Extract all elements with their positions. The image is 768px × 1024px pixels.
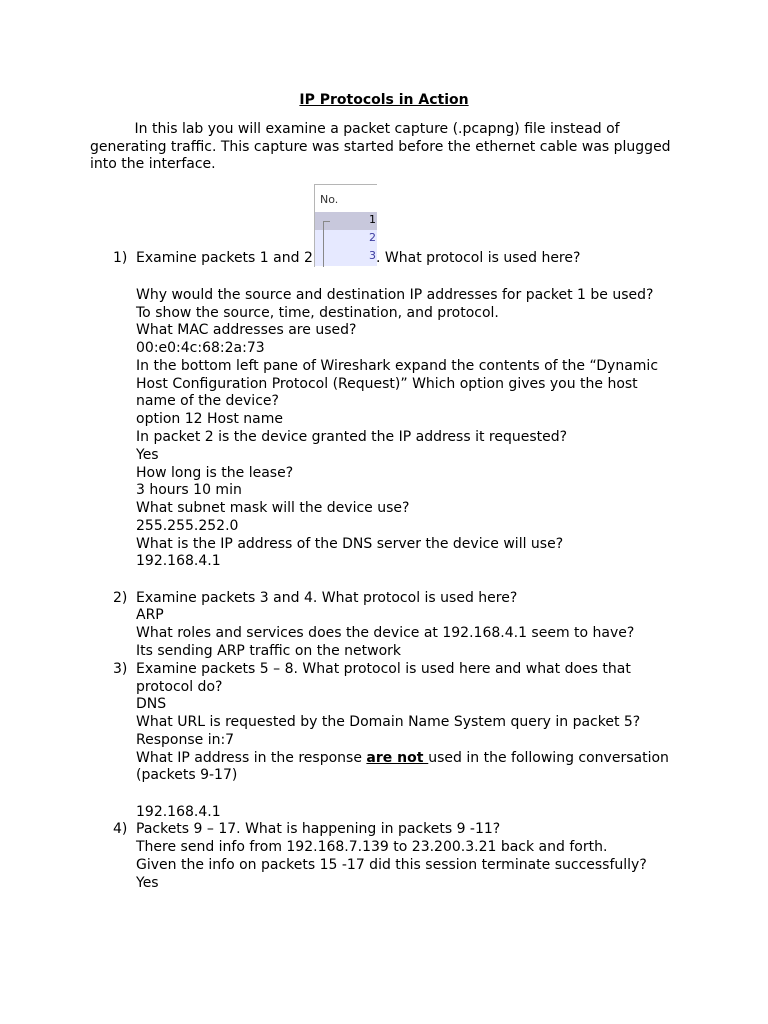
intro-line: generating traffic. This capture was started before the ethernet cable was plugged (90, 138, 671, 155)
q1-line: To show the source, time, destination, and protocol. (136, 304, 499, 321)
q3-line: (packets 9-17) (136, 767, 238, 783)
page-title: IP Protocols in Action (299, 92, 469, 108)
q3-answer: 192.168.4.1 (136, 803, 221, 820)
intro-line: into the interface. (90, 156, 216, 172)
no-column-label: No. (320, 193, 339, 206)
question-number: 3) (113, 660, 128, 677)
q1-line: 192.168.4.1 (136, 553, 221, 569)
question-number: 4) (113, 821, 128, 837)
q3-line: Examine packets 5 – 8. What protocol is used here and what does that (136, 660, 631, 677)
q3-line: Response in:7 (136, 732, 235, 748)
q3-ip-pre: What IP address in the response (136, 749, 367, 766)
intro-line: In this lab you will examine a packet capture (.pcapng) file instead of (90, 121, 620, 137)
q3-line: DNS (136, 696, 167, 712)
q1-line: 255.255.252.0 (136, 517, 239, 534)
q1-line: option 12 Host name (136, 411, 284, 427)
packet-row: 1 (315, 212, 377, 230)
q1-line: What is the IP address of the DNS server the device will use? (136, 535, 564, 552)
q1-line: How long is the lease? (136, 464, 294, 481)
q4-line: There send info from 192.168.7.139 to 23.200.3.21 back and forth. (136, 839, 608, 855)
q3-line: protocol do? (136, 678, 223, 695)
q1-line: Host Configuration Protocol (Request)” Which option gives you the host (136, 375, 638, 392)
q1-line: 00:e0:4c:68:2a:73 (136, 339, 265, 356)
q3-ip-post: used in the following conversation (428, 749, 669, 766)
q2-line: Examine packets 3 and 4. What protocol is used here? (136, 589, 518, 606)
q3-ip-question (136, 750, 669, 767)
q1-line: In the bottom left pane of Wireshark expand the contents of the “Dynamic (136, 358, 659, 374)
q3-ip-emphasis: are not (366, 749, 429, 766)
packet-list-header (315, 185, 377, 212)
q2-line: Its sending ARP traffic on the network (136, 643, 402, 659)
q1-line: Why would the source and destination IP addresses for packet 1 be used? (136, 287, 654, 303)
q4-line: Yes (136, 874, 159, 891)
q2-line: What roles and services does the device at 192.168.4.1 seem to have? (136, 625, 635, 641)
packet-list-screenshot (314, 184, 377, 267)
packet-row: 3 (315, 248, 377, 266)
q3-line: What URL is requested by the Domain Name System query in packet 5? (136, 714, 641, 730)
question-1-pre: Examine packets 1 and 2 (136, 250, 313, 266)
q4-line: Given the info on packets 15 -17 did this session terminate successfully? (136, 856, 647, 873)
q1-line: 3 hours 10 min (136, 482, 242, 498)
intro-paragraph (90, 121, 671, 174)
question-number: 1) (113, 250, 128, 266)
q1-line: In packet 2 is the device granted the IP address it requested? (136, 429, 568, 445)
question-number: 2) (113, 589, 128, 606)
q1-line: Yes (136, 446, 159, 463)
q1-line: name of the device? (136, 393, 279, 409)
q2-line: ARP (136, 607, 164, 623)
packet-row: 2 (315, 230, 377, 248)
q1-line: What MAC addresses are used? (136, 322, 357, 338)
conversation-bracket-icon (323, 221, 330, 267)
question-1-post: . What protocol is used here? (376, 250, 581, 266)
q4-line: Packets 9 – 17. What is happening in packets 9 -11? (136, 821, 501, 837)
q1-line: What subnet mask will the device use? (136, 500, 410, 516)
